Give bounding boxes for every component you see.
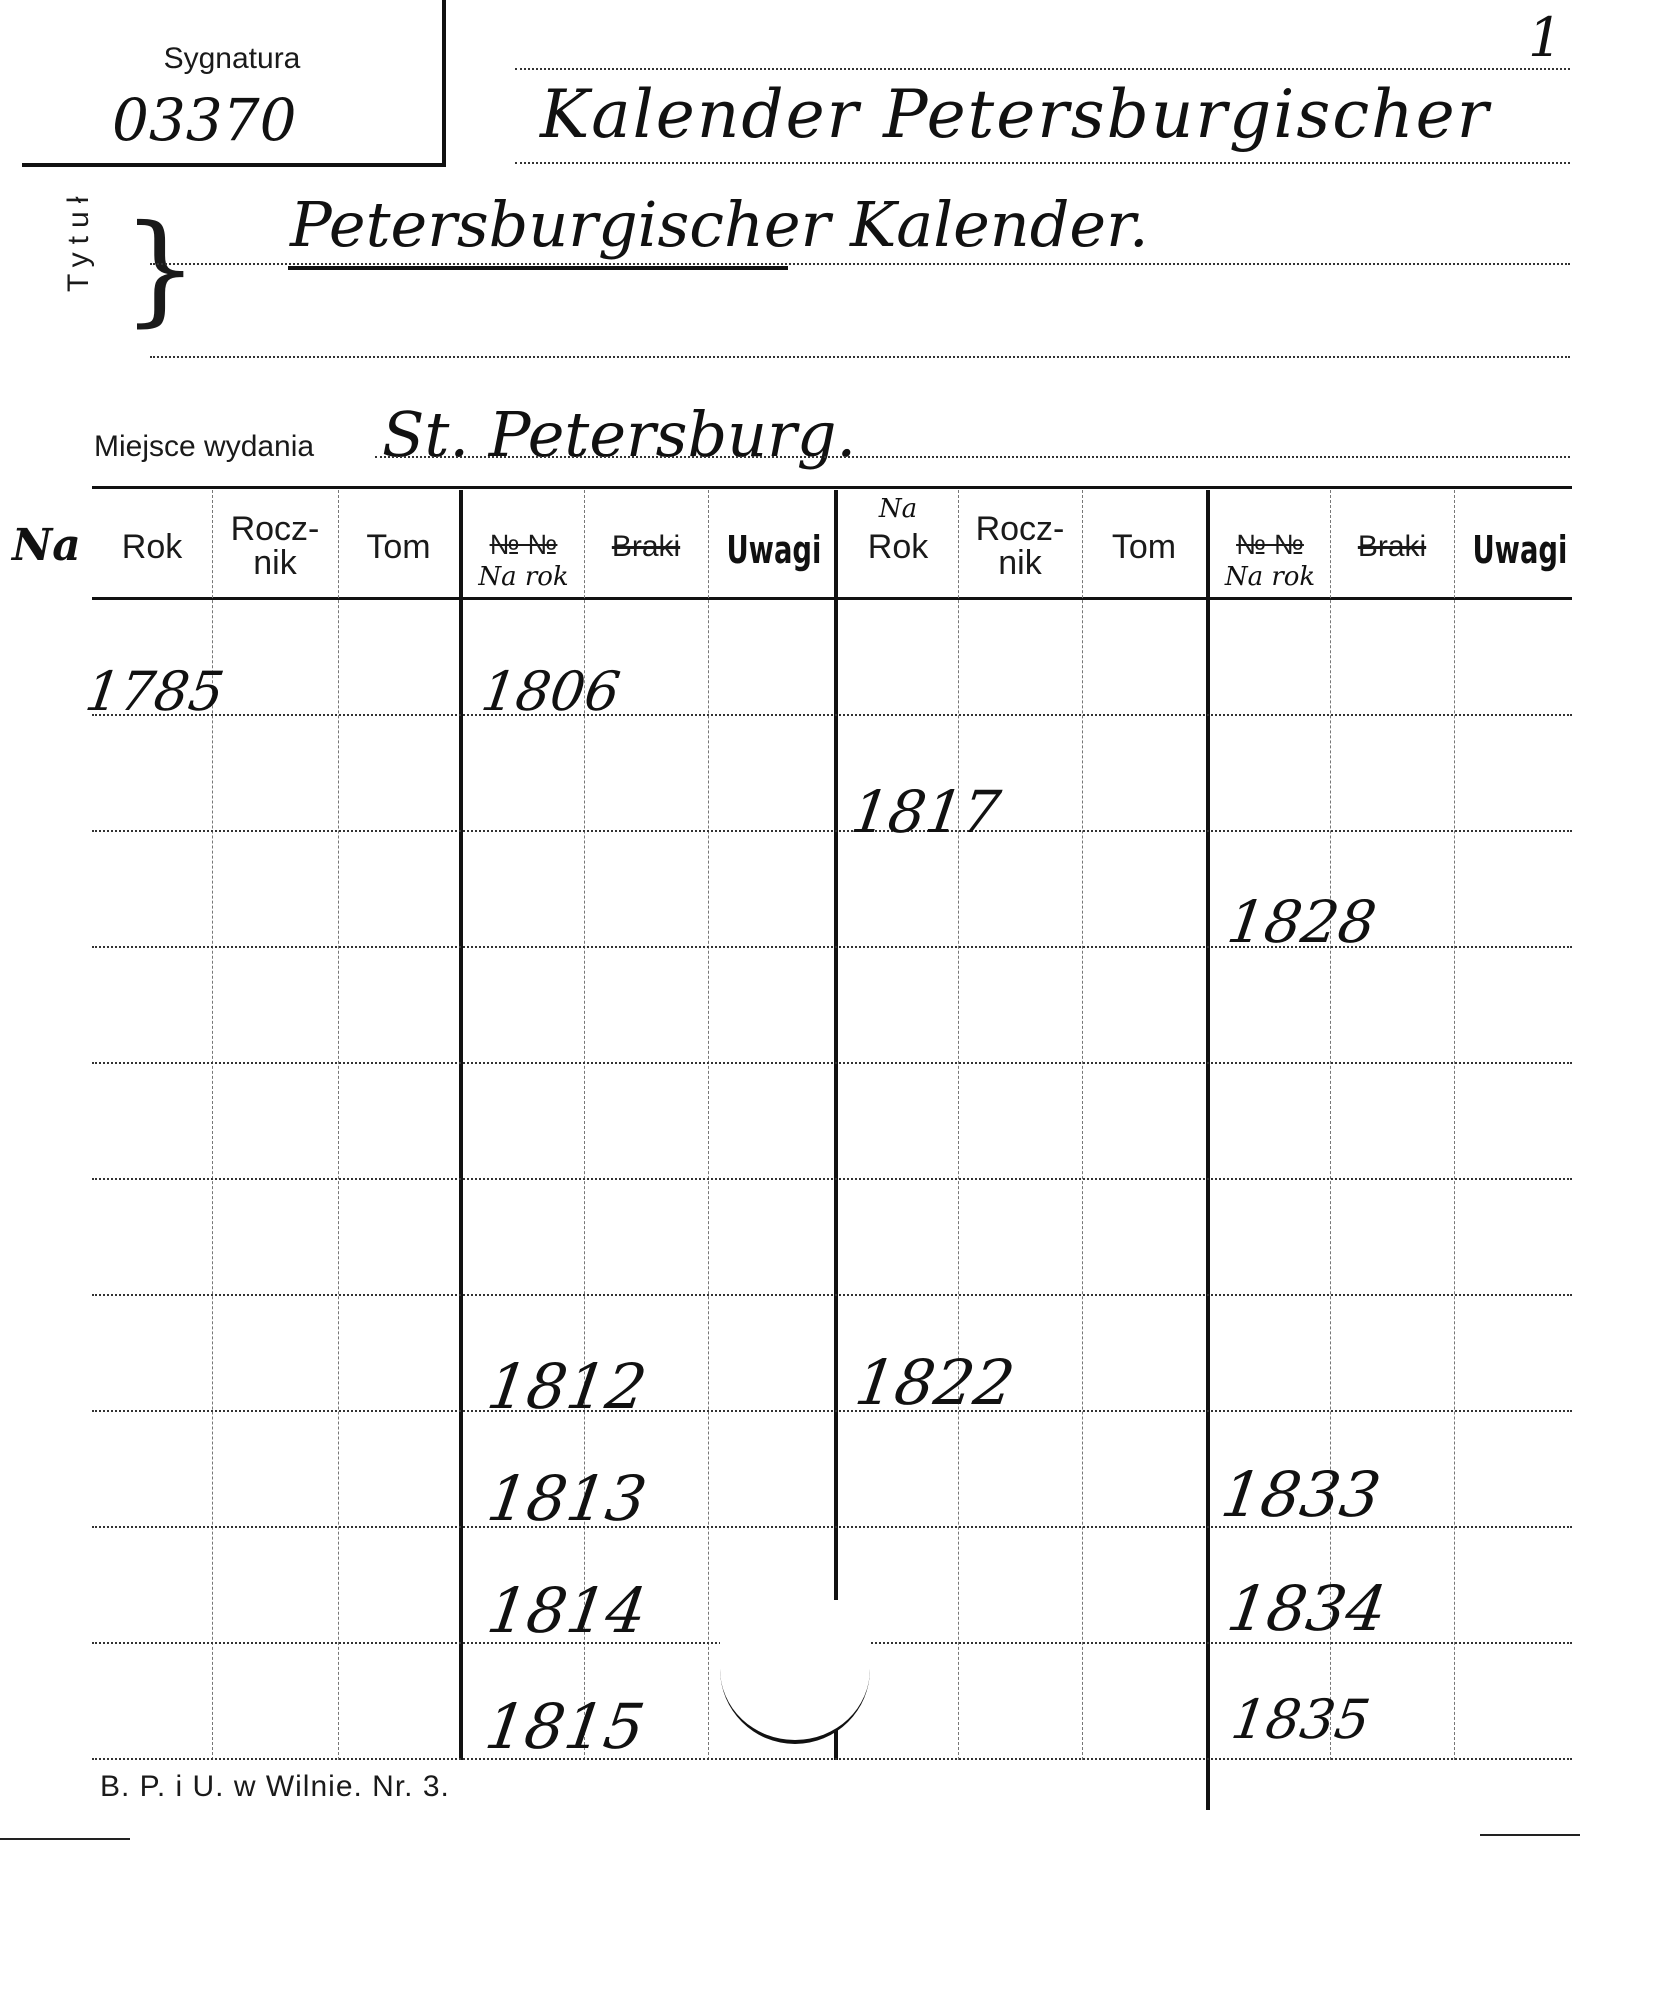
- header-uwagi-2-label: Uwagi: [1472, 528, 1568, 572]
- tytul-underline-stroke: [288, 266, 788, 270]
- table-header-rule: [92, 597, 1572, 600]
- punch-hole: [720, 1600, 870, 1744]
- tytul-value: Petersburgischer Kalender.: [290, 188, 1149, 261]
- row-line: [92, 1062, 1572, 1064]
- header-na-rok-2: Na rok: [1224, 562, 1316, 592]
- header-braki-2: Braki: [1357, 530, 1427, 563]
- tytul-brace: }: [122, 200, 199, 339]
- miejsce-label: Miejsce wydania: [94, 430, 315, 463]
- header-nono: № №: [489, 529, 558, 560]
- row-line: [92, 1294, 1572, 1296]
- header-na-rok: Na rok: [478, 562, 569, 592]
- row-line: [92, 1410, 1572, 1412]
- heading-underline: [515, 162, 1570, 164]
- entry-1813: 1813: [482, 1462, 651, 1535]
- card-edge-left: [0, 1838, 130, 1840]
- sygnatura-label: Sygnatura: [163, 42, 301, 75]
- col-line: [1454, 490, 1455, 1760]
- table-top-rule: [92, 486, 1572, 489]
- header-nono-2: № №: [1236, 529, 1304, 560]
- header-uwagi-label: Uwagi: [726, 528, 822, 572]
- tytul-dotline-1: [150, 263, 1570, 265]
- entry-1814: 1814: [482, 1574, 651, 1647]
- col-line: [338, 490, 339, 1760]
- entry-1785: 1785: [81, 660, 228, 723]
- col-line: [1330, 490, 1331, 1760]
- tytul-label: Tytuł: [62, 188, 95, 292]
- miejsce-value: St. Petersburg.: [382, 398, 857, 471]
- entry-1812: 1812: [482, 1350, 651, 1423]
- header-rocznik-2: nik: [253, 544, 297, 582]
- sygnatura-value: 03370: [112, 86, 297, 154]
- header-tom: Tom: [366, 528, 431, 566]
- header-tom-2: Tom: [1111, 528, 1177, 566]
- header-rok-2: Rok: [867, 528, 929, 566]
- tytul-dotline-2: [150, 356, 1570, 358]
- entry-1806: 1806: [477, 660, 624, 723]
- header-rocznik-1: Rocz-: [230, 510, 320, 548]
- card-edge-right: [1480, 1834, 1580, 1836]
- entry-1834: 1834: [1222, 1572, 1391, 1645]
- row-line: [92, 714, 1572, 716]
- na-left-label: Na: [12, 520, 81, 571]
- header-braki: Braki: [611, 530, 681, 563]
- header-rocznik-2a: Rocz-: [975, 510, 1065, 548]
- entry-1822: 1822: [850, 1346, 1019, 1419]
- entry-1833: 1833: [1216, 1458, 1385, 1531]
- row-line: [92, 1178, 1572, 1180]
- title-heading: Kalender Petersburgischer: [540, 76, 1491, 153]
- entry-1817: 1817: [847, 778, 1005, 846]
- col-divider-left: [459, 490, 463, 1760]
- entry-1835: 1835: [1227, 1688, 1374, 1751]
- header-rok: Rok: [121, 528, 183, 566]
- entry-1815: 1815: [480, 1690, 649, 1763]
- col-line: [1082, 490, 1083, 1760]
- col-divider-middle: [834, 490, 838, 1760]
- col-line: [708, 490, 709, 1760]
- entry-1828: 1828: [1223, 888, 1381, 956]
- col-line: [958, 490, 959, 1760]
- header-uwagi-2: [1454, 528, 1572, 572]
- col-divider-right: [1206, 490, 1210, 1810]
- heading-dotline: [515, 68, 1570, 70]
- footer-imprint: B. P. i U. w Wilnie. Nr. 3.: [100, 1770, 450, 1803]
- row-line: [92, 830, 1572, 832]
- page-number: 1: [1528, 6, 1563, 69]
- row-line: [92, 1758, 1572, 1760]
- header-uwagi: [708, 528, 834, 572]
- miejsce-dotline: [375, 456, 1570, 458]
- header-na-hand: Na: [878, 494, 918, 524]
- header-rocznik-2b: nik: [998, 544, 1042, 582]
